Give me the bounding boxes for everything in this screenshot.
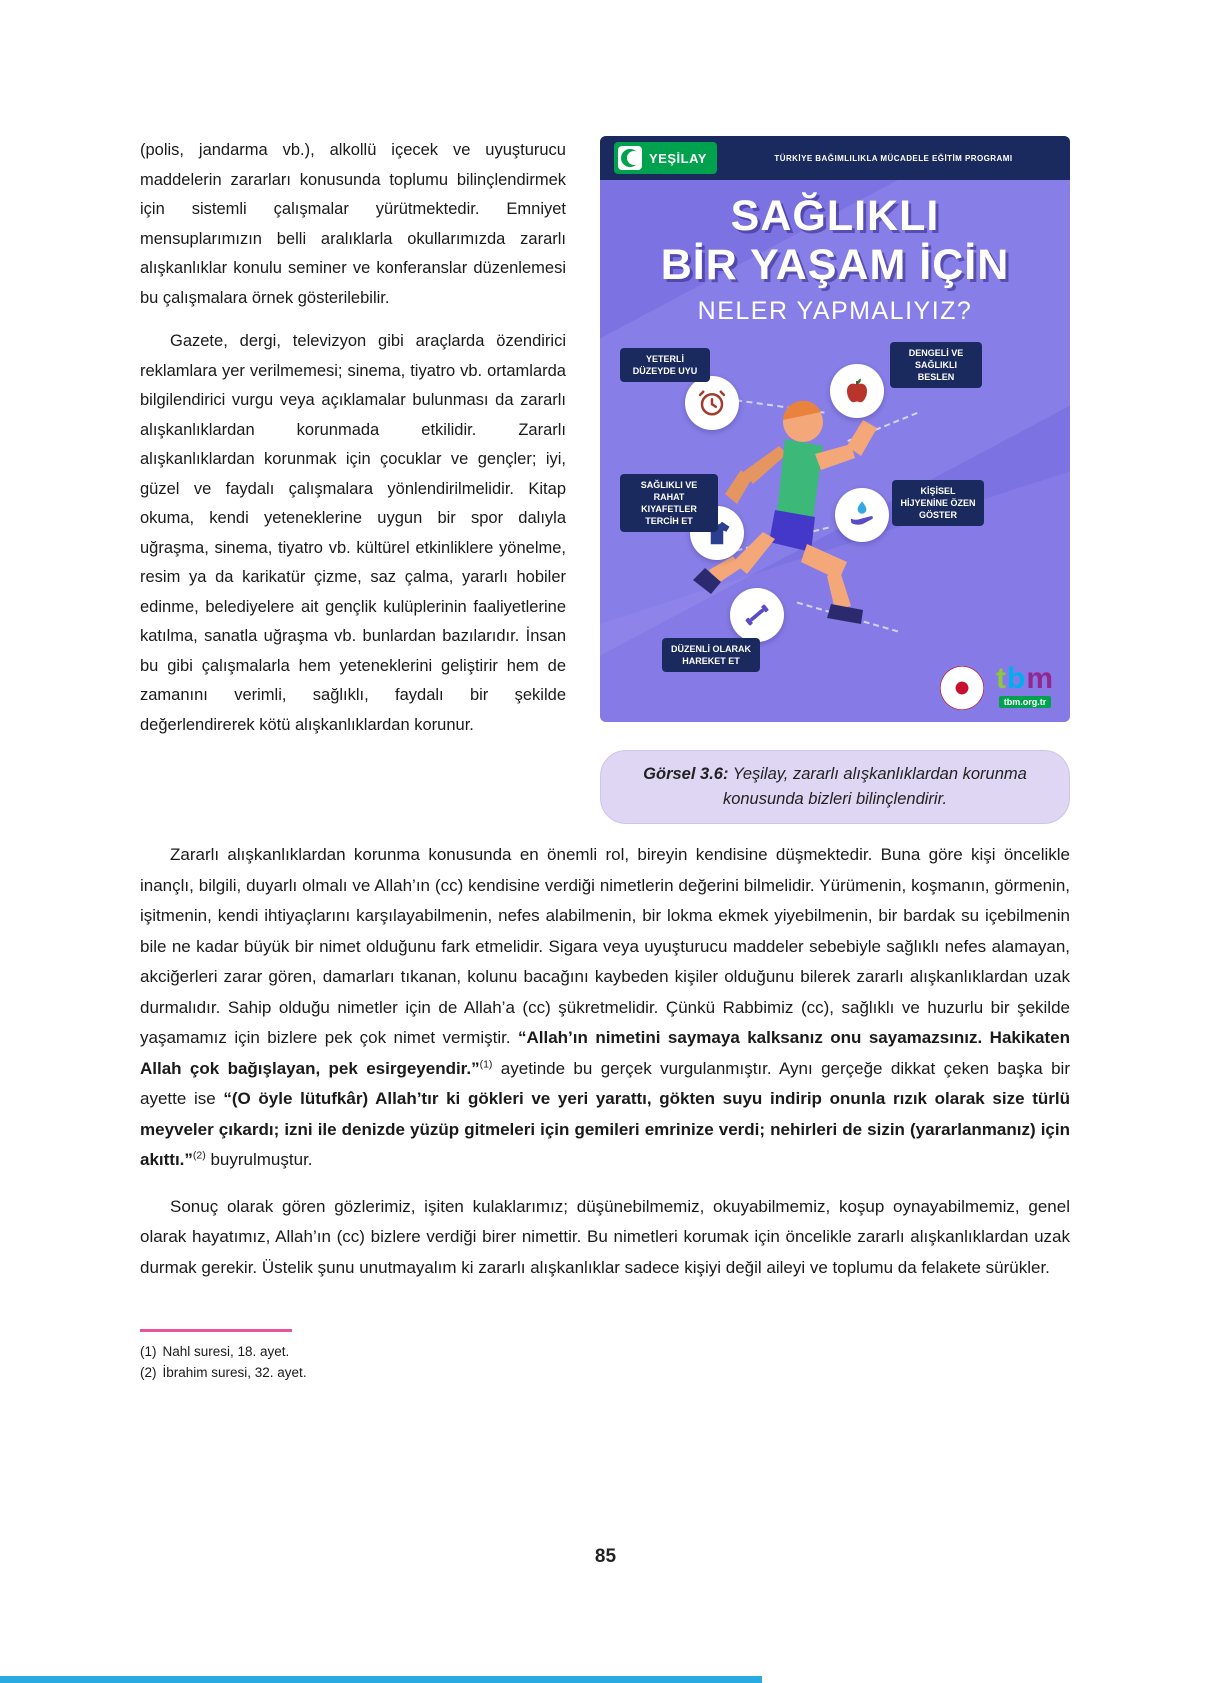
poster-subtitle: NELER YAPMALIYIZ? — [697, 297, 973, 325]
footnote-1: (1) Nahl suresi, 18. ayet. — [140, 1343, 290, 1359]
paragraph-4: Sonuç olarak gören gözlerimiz, işiten kulaklarımız; düşünebilmemiz, okuyabilmemiz, koşup oynayabilmemiz, genel olarak hayatımız, Allah’ın (cc) bizlere verdiği birer nimettir. Bu nimetleri korumak için öncelikle zararlı alışkanlıklardan uzak durmak gerekir. Üstelik şunu unutmayalım ki zararlı alışkanlıklar sadece kişiyi değil aileyi ve toplumu da felakete sürükler. — [140, 1196, 1070, 1277]
label-personal-hygiene: KİŞİSEL HİJYENİNE ÖZEN GÖSTER — [892, 480, 984, 526]
poster-footer — [940, 662, 1054, 710]
poster-title — [600, 192, 1070, 326]
text-segment: buyrulmuştur. — [205, 1150, 313, 1169]
tbm-logo — [995, 662, 1054, 710]
top-row — [140, 136, 1070, 824]
caption-label: Görsel 3.6: — [643, 765, 729, 783]
caption-text: Yeşilay, zararlı alışkanlıklardan korunma konusunda bizleri bilinçlendirir. — [722, 765, 1027, 808]
footnote-ref-1: (1) — [479, 1057, 493, 1070]
dumbbell-icon — [730, 588, 784, 642]
label-comfortable-clothes: SAĞLIKLI VE RAHAT KIYAFETLER TERCİH ET — [620, 474, 718, 532]
alarm-clock-icon — [685, 376, 739, 430]
yesilay-brand-text: YEŞİLAY — [649, 150, 707, 166]
tbm-url: tbm.org.tr — [999, 696, 1052, 708]
text-segment: ayetinde bu gerçek vurgulanmıştır. Aynı gerçeğe dikkat çeken başka bir ayette ise — [140, 1058, 1070, 1108]
figure-3-6 — [600, 136, 1070, 824]
figure-caption — [600, 750, 1070, 824]
ministry-logo — [940, 666, 984, 710]
page-number: 85 — [594, 1546, 617, 1567]
poster-header — [600, 136, 1070, 180]
label-sleep: YETERLİ DÜZEYDE UYU — [620, 348, 710, 382]
poster-title-line1: SAĞLIKLI — [730, 192, 940, 240]
footnote-divider — [140, 1329, 292, 1332]
yesilay-poster — [600, 136, 1070, 722]
apple-icon — [830, 364, 884, 418]
quote-bold: “(O öyle lütufkâr) Allah’tır ki gökleri ve yeri yarattı, gökten suyu indirip onunla rızık olarak size türlü meyveler çıkardı; izni ile denizde yüzüp gitmeleri için gemileri emrinize verdi; nehirleri de sizin (yararlanmanız) için akıttı.” — [140, 1089, 1070, 1169]
left-text-column — [140, 136, 566, 824]
program-title: TÜRKİYE BAĞIMLILIKLA MÜCADELE EĞİTİM PROGRAMI — [774, 153, 1013, 163]
footnote-ref-2: (2) — [192, 1149, 206, 1162]
paragraph-2: Gazete, dergi, televizyon gibi araçlarda özendirici reklamlara yer verilmemesi; sinema, tiyatro vb. ortamlarda bilgilendirici vurgu veya açıklamalar bulunması da zararlı alışkanlıklardan korunmada etkilidir. Zararlı alışkanlıklardan korunmak için çocuklar ve gençler; iyi, güzel ve faydalı çalışmalara yönlendirilmelidir. Kitap okuma, kendi yeteneklerine uygun bir spor dalıyla uğraşma, sinema, tiyatro vb. kültürel etkinliklere yönelme, resim ya da karikatür çizme, saz çalma, yararlı hobiler edinme, belediyelere ait gençlik kulüplerinin faaliyetlerine katılma, sanatla uğraşma vb. bunlardan bazılarıdır. İnsan bu gibi çalışmalarla hem yeteneklerini geliştirir hem de zamanını verimli, sağlıklı, faydalı bir şekilde değerlendirerek kötü alışkanlıklardan korunur. — [140, 332, 566, 734]
paragraph-3 — [140, 840, 1070, 1176]
label-regular-exercise: DÜZENLİ OLARAK HAREKET ET — [662, 638, 760, 672]
page-content — [140, 136, 1070, 1383]
text-segment: Zararlı alışkanlıklardan korunma konusunda en önemli rol, bireyin kendisine düşmektedir. Buna göre kişi öncelikle inançlı, bilgili, duyarlı olmalı ve Allah’ın (cc) kendisine verdiği nimetlerin değerini bilmelidir. Yürümenin, koşmanın, görmenin, işitmenin, kendi ihtiyaçlarını karşılayabilmenin, nefes alabilmenin, bir lokma ekmek yiyebilmenin, bir bardak su içebilmenin bile ne kadar büyük bir nimet olduğunu fark etmelidir. Sigara veya uyuşturucu maddeler sebebiyle sağlıklı nefes alamayan, akciğerleri zarar gören, damarları tıkanan, kolunu bacağını kaybeden kişiler olduğunu bilerek zararlı alışkanlıklardan uzak durmalıdır. Sahip olduğu nimetler için de Allah’a (cc) şükretmelidir. Çünkü Rabbimiz (cc), sağlıklı ve huzurlu bir şekilde yaşamamız için bizlere pek çok nimet vermiştir. — [140, 845, 1070, 1047]
hand-hygiene-icon — [835, 488, 889, 542]
yesilay-logo — [614, 142, 717, 174]
crescent-icon — [618, 146, 642, 170]
label-healthy-eating: DENGELİ VE SAĞLIKLI BESLEN — [890, 342, 982, 388]
tbm-wordmark: tbm — [995, 662, 1054, 695]
footnote-2: (2) İbrahim suresi, 32. ayet. — [140, 1364, 307, 1380]
poster-title-line2: BİR YAŞAM İÇİN — [660, 241, 1010, 289]
bottom-decoration-bar — [0, 1676, 762, 1683]
footnotes — [140, 1329, 1070, 1383]
quote-bold: “Allah’ın nimetini saymaya kalksanız onu sayamazsınız. Hakikaten Allah çok bağışlayan, pek esirgeyendir.” — [140, 1028, 1070, 1078]
paragraph-1: (polis, jandarma vb.), alkollü içecek ve uyuşturucu maddelerin zararları konusunda toplumu bilinçlendirmek için sistemli çalışmalar yürütmektedir. Emniyet mensuplarımızın belli aralıklarla okullarımızda zararlı alışkanlıklar konulu seminer ve konferanslar düzenlemesi bu çalışmalara örnek gösterilebilir. — [140, 141, 566, 307]
